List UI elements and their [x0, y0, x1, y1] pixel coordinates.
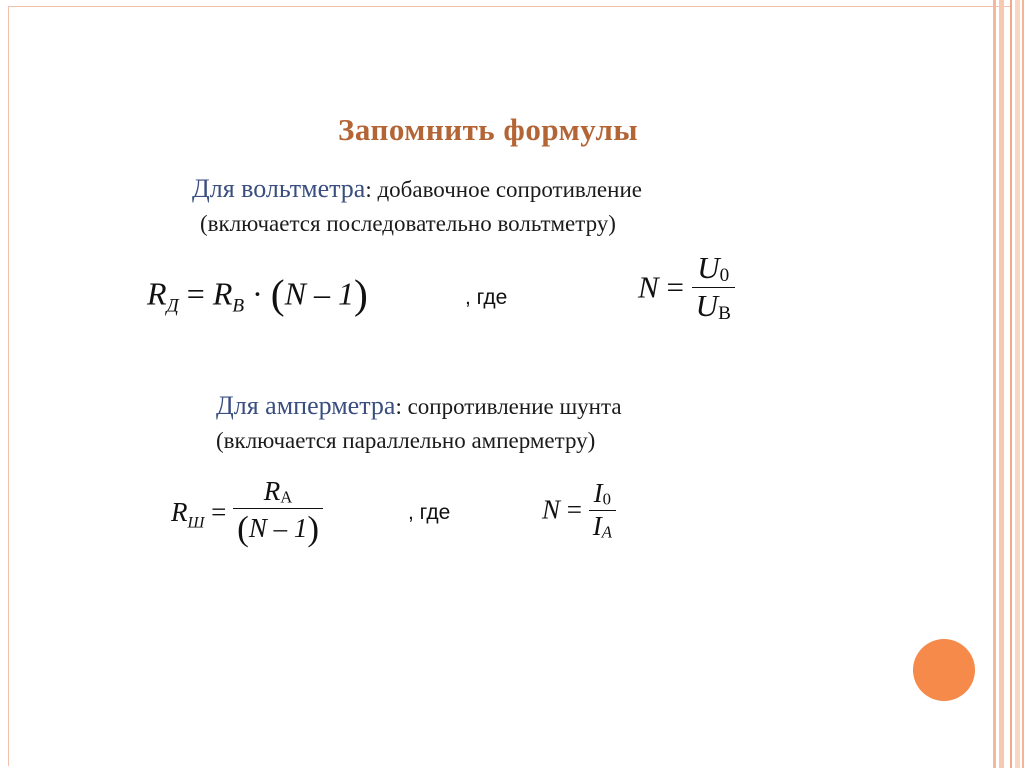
formula-subscript: 0 — [602, 489, 612, 509]
formula-subscript: Ш — [187, 513, 205, 532]
formula-inner: N – 1 — [284, 275, 354, 312]
ammeter-n-fraction — [589, 478, 616, 542]
ammeter-fraction — [233, 476, 323, 549]
ammeter-note: (включается параллельно амперметру) — [216, 428, 596, 453]
slide-title: Запомнить формулы — [338, 112, 639, 147]
formula-equals: = — [666, 269, 684, 305]
formula-symbol: U — [697, 250, 720, 285]
ammeter-formula — [171, 476, 323, 549]
formula-paren: ( — [270, 271, 285, 317]
formula-symbol: N — [542, 494, 561, 525]
formula-symbol: N — [638, 269, 659, 305]
formula-symbol: I — [593, 478, 603, 508]
ammeter-heading-line — [216, 391, 622, 421]
formula-symbol: I — [592, 510, 602, 541]
formula-equals: = — [186, 275, 205, 312]
voltmeter-description: : добавочное сопротивление — [365, 177, 642, 202]
accent-circle — [913, 639, 975, 701]
ammeter-description: : сопротивление шунта — [395, 394, 622, 419]
voltmeter-note: (включается последовательно вольтметру) — [200, 211, 616, 236]
ammeter-heading: Для амперметра — [216, 391, 396, 420]
voltmeter-n-formula — [638, 250, 735, 325]
formula-symbol: R — [171, 496, 188, 527]
formula-symbol: R — [212, 275, 233, 312]
formula-inner: N – 1 — [248, 512, 308, 543]
formula-dot: · — [252, 275, 263, 312]
voltmeter-formula — [147, 270, 368, 318]
decorative-side-stripes — [990, 0, 1024, 768]
voltmeter-heading: Для вольтметра — [192, 174, 366, 203]
formula-symbol: R — [147, 275, 167, 312]
formula-subscript: В — [718, 302, 731, 324]
formula-subscript: А — [280, 487, 293, 507]
ammeter-where: , где — [408, 501, 451, 524]
voltmeter-heading-line — [192, 174, 642, 204]
voltmeter-where: , где — [465, 286, 508, 309]
formula-equals: = — [211, 496, 227, 527]
formula-subscript: Д — [166, 295, 179, 317]
formula-paren: ) — [353, 271, 368, 317]
formula-symbol: U — [695, 287, 719, 323]
formula-subscript: А — [601, 522, 612, 541]
formula-subscript: В — [232, 295, 245, 317]
formula-subscript: 0 — [719, 264, 730, 286]
voltmeter-n-fraction — [692, 250, 735, 325]
formula-equals: = — [566, 494, 582, 525]
formula-paren: ( — [237, 508, 249, 548]
formula-paren: ) — [307, 508, 320, 548]
ammeter-n-formula — [542, 478, 616, 542]
formula-symbol: R — [263, 476, 281, 506]
